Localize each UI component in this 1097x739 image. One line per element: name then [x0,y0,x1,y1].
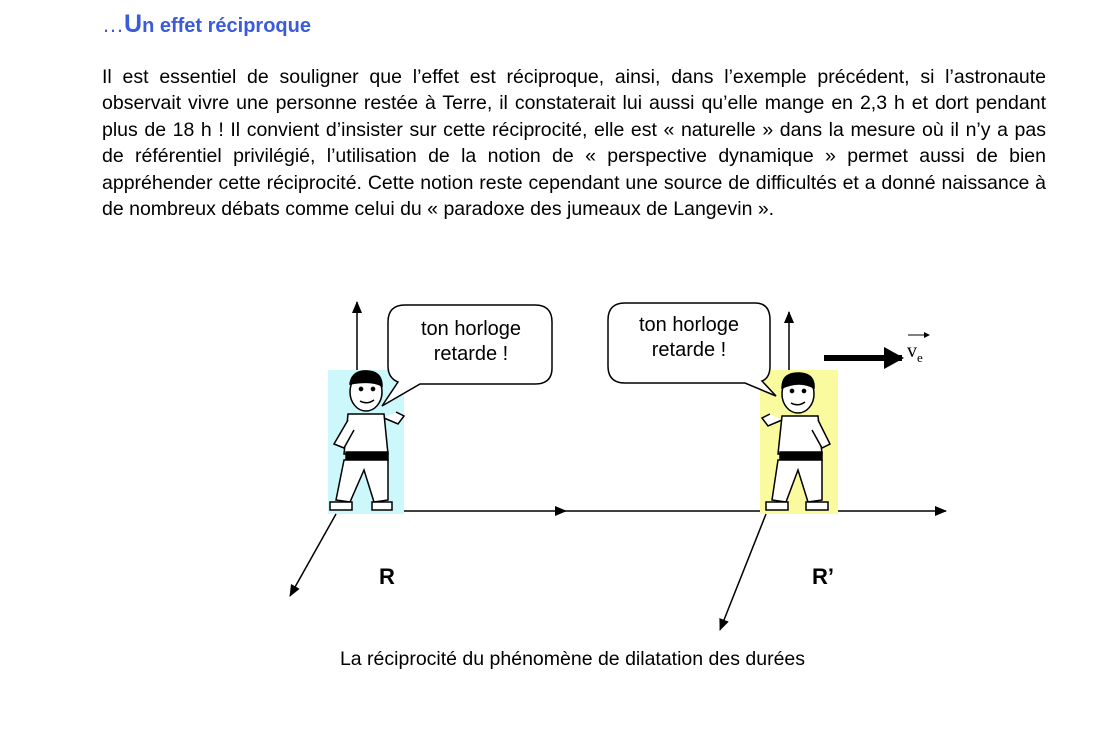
bubble-right-line2: retarde ! [651,339,727,361]
vector-bar-head [924,332,930,338]
heading-first-letter: U [124,10,143,38]
velocity-subscript: e [917,350,923,365]
heading-text: n effet réciproque [142,15,311,37]
velocity-label [907,340,923,366]
figure-caption: La réciprocité du phénomène de dilatation des durées [339,648,806,670]
bubble-left-line1: ton horloge [420,318,522,340]
velocity-arrow-head [884,347,904,369]
bubble-left-line2: retarde ! [433,343,509,365]
velocity-symbol: v [907,340,917,362]
bubble-right-line1: ton horloge [638,314,740,336]
axis-r-depth [290,514,336,596]
frame-r-label: R [379,564,395,589]
heading-ellipsis: … [102,12,124,37]
axis-r-prime-depth [720,514,766,630]
frame-r-prime-label: R’ [812,564,834,589]
body-paragraph: Il est essentiel de souligner que l’effet est réciproque, ainsi, dans l’exemple précédent, si l’astronaute observait vivre une personne restée à Terre, il constaterait lui aussi qu’elle mange en 2,3 h et dort pendant plus de 18 h ! Il convient d’insister sur cette réciprocité, elle est « naturelle » dans la mesure où il n’y a pas de référentiel privilégié, l’utilisation de la notion de « perspective dynamique » permet aussi de bien appréhender cette réciprocité. Cette notion reste cependant une source de difficultés et a donné naissance à de nombreux débats comme celui du « paradoxe des jumeaux de Langevin ». [102,66,1046,221]
bubble-left-text [398,317,544,367]
bubble-right-text [614,313,764,363]
